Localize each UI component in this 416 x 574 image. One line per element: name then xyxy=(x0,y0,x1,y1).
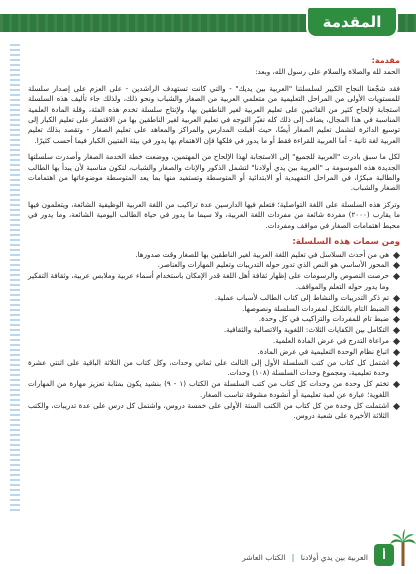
feature-item: هي من أحدث السلاسل في تعليم اللغة العربية لغير الناطقين بها للصغار وقت صدورها. xyxy=(28,250,400,260)
margin-decorative-bar xyxy=(10,44,20,514)
feature-item: تختم كل وحدة من وحدات كل كتاب من كتب السلسلة من الكتاب (١ - ٩) بنشيد يكون بمثابة تعزيز مهارة من المهارات اللغوية؛ عبارة عن لعبة تعليمية أو أنشودة مشوقة تناسب الصغار. xyxy=(28,379,400,400)
feature-item: اشتمل كل كتاب من كتب السلسلة الأول إلى الثالث على ثماني وحدات، وكل كتاب من الثلاثة الباقية على اثنتي عشرة وحدة تعليمية، ومجموع وحدات السلسلة (١٠٨) وحدات. xyxy=(28,358,400,379)
feature-item: التكامل بين الكفايات الثلاث: اللغوية والاتصالية والثقافية. xyxy=(28,325,400,335)
section-title-tab xyxy=(306,6,398,38)
footer-text xyxy=(242,553,368,562)
feature-item: اتباع نظام الوحدة التعليمية في عرض المادة. xyxy=(28,347,400,357)
feature-item: حرصت النصوص والرسومات على إظهار ثقافة أهل اللغة قدر الإمكان باستخدام أسماء عربية وملابس عربية، وثقافة التفكير وما يدور حوله التعلم والمواقف. xyxy=(28,271,400,292)
feature-item: الضبط التام بالشكل لمفردات السلسلة ونصوصها. xyxy=(28,304,400,314)
page-number: أ xyxy=(382,548,386,562)
footer-separator: | xyxy=(291,553,295,562)
section-title: المقدمة xyxy=(322,13,382,31)
features-list xyxy=(28,250,400,422)
palm-tree-icon xyxy=(390,528,416,568)
feature-item: تم ذكر التدريبات والنشاط إلى كتاب الطالب لأسباب عملية. xyxy=(28,293,400,303)
feature-item: اشتملت كل وحدة من كل كتاب من الكتب الستة الأولى على خمسة دروس، واشتمل كل درس على عدة تدريبات، والكتب الثلاثة الأخيرة على شعبة دروس. xyxy=(28,401,400,422)
page-content xyxy=(28,52,400,422)
book-title: الكتاب العاشر xyxy=(242,553,286,562)
page-footer xyxy=(0,540,416,568)
page-header xyxy=(0,0,416,40)
feature-item: المحور الأساسي هو النص الذي تدور حوله التدريبات وتعليم المهارات والعناصر. xyxy=(28,260,400,270)
intro-greeting: الحمد لله والصلاة والسلام على رسول الله، وبعد: xyxy=(255,67,400,77)
feature-item: ضبط تام للمفردات والتراكيب في كل وحدة. xyxy=(28,314,400,324)
features-title: ومن سمات هذه السلسلة: xyxy=(292,237,400,248)
series-title: العربية بين يدي أولادنا xyxy=(300,553,368,562)
intro-heading: مقدمة: xyxy=(371,56,400,65)
feature-item: مراعاة التدرج في عرض المادة العلمية. xyxy=(28,336,400,346)
intro-paragraph-3: وتركز هذه السلسلة على اللغة التواصلية؛ فتعلم فيها الدارسين عدة تراكيب من اللغة العربية الوظيفية الشائعة، ويتعلمون فيها ما يقارب (٢٠٠٠) مفردة شائعة من مفردات اللغة العربية، ولا سيما ما يدور في حياة الطالب اليومية الشائعة، وما يدور في محيط اهتمامات الصغار في مواقف ومفردات. xyxy=(28,199,400,230)
intro-paragraph-1: فقد شجّعنا النجاح الكبير لسلسلتنا "العربية بين يديك" - والتي كانت تستهدف الراشدين - على العزم على إصدار سلسلة للمستويات الأولى من المراحل التعليمية من متعلمي العربية من الصغار والشباب ونحو ذلك، ولذلك جاء تأليف هذه السلسلة استجابة لإلحاح كثير من القائمين على تعليم العربية لغير الناطقين بها، ولإنتاج سلسلة تخدم هذه الفئة، وقلة المادة العلمية المناسبة في هذا المجال، يضاف إلى ذلك كله تغيّر التوجه في تعليم العربية لغير الناطقين بها من الاقتصار على تعليم الكبار إلى توسيع الدائرة لتشمل تعليم الصغار أيضًا، حيث أقبلت المدارس والمراكز والمعاهد على تعليم الصغار - وتقصد بذلك تعليم العربية لغة ثانية - أما العربية للقراءة فقط أو ما يدور في فلكها فإن الاهتمام بها يدور في بيئة الفتيين الكبار فيما أحسب كثيرًا. xyxy=(28,83,400,145)
intro-paragraph-2: لكل ما سبق بادرت "العربية للجميع" إلى الاستجابة لهذا الإلحاح من المهتمين، ووضعت خطة الخدمة الصغار وأصدرت سلسلتها الجديدة هذه الموسومة بـ "العربية بين يدي أولادنا" لتشمل الذكور والإناث والصغار والشباب، لتكون مناسبة لأن يبدأ بها الطالب والطالبة مبكرًا، في المراحل التمهيدية أو الابتدائية أو المتوسطة وتستفيد منها بما يعد المتوسطة موضوعاتها من اهتمامات الصغار والشباب. xyxy=(28,152,400,193)
